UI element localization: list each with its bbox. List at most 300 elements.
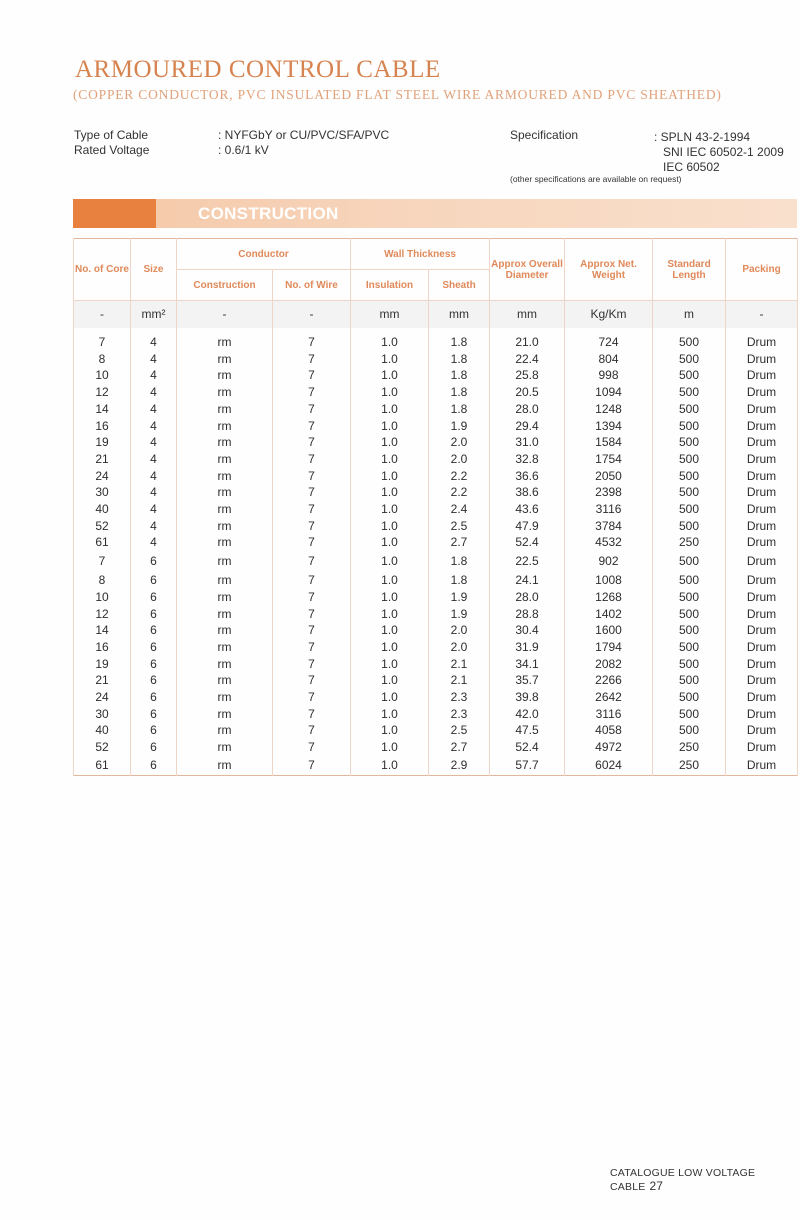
table-cell: rm xyxy=(177,401,273,418)
table-cell: 7 xyxy=(273,351,351,368)
table-cell: 1.0 xyxy=(351,451,429,468)
header-conductor: Conductor xyxy=(177,239,351,270)
table-cell: 6 xyxy=(131,722,177,739)
table-cell: Drum xyxy=(726,484,798,501)
table-cell: 28.8 xyxy=(490,606,565,623)
table-cell: 4 xyxy=(131,401,177,418)
table-cell: 2.2 xyxy=(429,484,490,501)
specification-label: Specification xyxy=(510,128,579,142)
table-cell: rm xyxy=(177,589,273,606)
table-cell: 10 xyxy=(74,367,131,384)
table-cell: 7 xyxy=(273,689,351,706)
table-cell: 1.0 xyxy=(351,622,429,639)
table-cell: 8 xyxy=(74,351,131,368)
table-cell: Drum xyxy=(726,756,798,776)
table-row xyxy=(74,756,798,776)
table-cell: 7 xyxy=(273,739,351,756)
table-cell: Drum xyxy=(726,351,798,368)
table-cell: 2.0 xyxy=(429,639,490,656)
construction-table xyxy=(73,238,798,776)
spec-values xyxy=(218,128,389,158)
table-cell: 7 xyxy=(273,501,351,518)
table-cell: Drum xyxy=(726,534,798,551)
table-cell: Drum xyxy=(726,572,798,589)
table-cell: 2.0 xyxy=(429,451,490,468)
table-cell: 3116 xyxy=(565,706,653,723)
table-row xyxy=(74,551,798,572)
table-cell: Drum xyxy=(726,606,798,623)
table-cell: 1.9 xyxy=(429,606,490,623)
table-cell: Drum xyxy=(726,384,798,401)
page-title: ARMOURED CONTROL CABLE xyxy=(75,56,441,83)
table-cell: 1.8 xyxy=(429,401,490,418)
table-cell: 1.8 xyxy=(429,551,490,572)
table-cell: 2.7 xyxy=(429,739,490,756)
table-cell: 7 xyxy=(273,434,351,451)
header-net-weight: Approx Net. Weight xyxy=(565,239,653,301)
table-cell: 500 xyxy=(653,606,726,623)
unit-cell: mm xyxy=(490,301,565,329)
table-cell: 7 xyxy=(273,706,351,723)
rated-voltage-label: Rated Voltage xyxy=(74,143,150,157)
table-cell: 12 xyxy=(74,384,131,401)
table-cell: 2082 xyxy=(565,656,653,673)
table-cell: Drum xyxy=(726,367,798,384)
table-cell: 4 xyxy=(131,418,177,435)
table-cell: 500 xyxy=(653,328,726,351)
table-cell: 2.3 xyxy=(429,706,490,723)
unit-cell: mm xyxy=(429,301,490,329)
table-cell: 28.0 xyxy=(490,401,565,418)
table-row xyxy=(74,739,798,756)
table-row xyxy=(74,672,798,689)
table-cell: 500 xyxy=(653,484,726,501)
header-packing: Packing xyxy=(726,239,798,301)
table-cell: 2398 xyxy=(565,484,653,501)
table-cell: 4 xyxy=(131,468,177,485)
table-cell: 7 xyxy=(273,606,351,623)
table-cell: 6 xyxy=(131,689,177,706)
table-row xyxy=(74,572,798,589)
table-cell: 2.4 xyxy=(429,501,490,518)
table-cell: 6 xyxy=(131,572,177,589)
table-cell: 1.0 xyxy=(351,551,429,572)
table-cell: 7 xyxy=(273,384,351,401)
table-cell: 6 xyxy=(131,606,177,623)
unit-cell: mm² xyxy=(131,301,177,329)
table-cell: 52.4 xyxy=(490,739,565,756)
table-cell: 724 xyxy=(565,328,653,351)
section-title: CONSTRUCTION xyxy=(198,204,339,223)
table-cell: 4 xyxy=(131,484,177,501)
unit-cell: - xyxy=(177,301,273,329)
table-row xyxy=(74,589,798,606)
table-row xyxy=(74,622,798,639)
table-cell: 7 xyxy=(273,551,351,572)
table-cell: 250 xyxy=(653,739,726,756)
table-cell: 43.6 xyxy=(490,501,565,518)
table-cell: rm xyxy=(177,656,273,673)
table-cell: 30 xyxy=(74,706,131,723)
table-cell: 2.1 xyxy=(429,672,490,689)
table-cell: rm xyxy=(177,468,273,485)
table-cell: 21 xyxy=(74,451,131,468)
table-cell: 16 xyxy=(74,418,131,435)
table-cell: 500 xyxy=(653,418,726,435)
table-cell: 22.5 xyxy=(490,551,565,572)
section-band-accent xyxy=(73,199,156,228)
specification-value-3: IEC 60502 xyxy=(663,160,720,174)
table-cell: 250 xyxy=(653,756,726,776)
table-row xyxy=(74,722,798,739)
header-standard-length: Standard Length xyxy=(653,239,726,301)
table-cell: 24 xyxy=(74,689,131,706)
table-cell: Drum xyxy=(726,451,798,468)
table-cell: 500 xyxy=(653,572,726,589)
table-cell: 28.0 xyxy=(490,589,565,606)
table-cell: 47.5 xyxy=(490,722,565,739)
table-cell: 7 xyxy=(273,451,351,468)
table-row xyxy=(74,418,798,435)
table-cell: Drum xyxy=(726,501,798,518)
table-cell: 29.4 xyxy=(490,418,565,435)
units-row xyxy=(74,301,798,329)
table-cell: Drum xyxy=(726,434,798,451)
table-header-row-1 xyxy=(74,239,798,270)
spec-labels xyxy=(74,128,149,158)
table-cell: 19 xyxy=(74,434,131,451)
table-cell: 1.8 xyxy=(429,328,490,351)
table-cell: 7 xyxy=(273,418,351,435)
table-cell: 998 xyxy=(565,367,653,384)
table-row xyxy=(74,351,798,368)
specification-value-2: SNI IEC 60502-1 2009 xyxy=(663,145,784,159)
table-cell: 40 xyxy=(74,501,131,518)
table-cell: 14 xyxy=(74,401,131,418)
table-cell: 39.8 xyxy=(490,689,565,706)
table-cell: 1.0 xyxy=(351,639,429,656)
table-cell: 12 xyxy=(74,606,131,623)
table-row xyxy=(74,518,798,535)
table-cell: 1248 xyxy=(565,401,653,418)
table-cell: 4 xyxy=(131,451,177,468)
table-cell: 3116 xyxy=(565,501,653,518)
table-cell: 7 xyxy=(273,572,351,589)
table-cell: Drum xyxy=(726,401,798,418)
table-cell: 24.1 xyxy=(490,572,565,589)
table-cell: rm xyxy=(177,722,273,739)
table-cell: rm xyxy=(177,639,273,656)
table-cell: 30 xyxy=(74,484,131,501)
table-cell: 500 xyxy=(653,722,726,739)
table-cell: 7 xyxy=(273,534,351,551)
table-cell: 38.6 xyxy=(490,484,565,501)
table-cell: 1.0 xyxy=(351,572,429,589)
table-cell: 1268 xyxy=(565,589,653,606)
table-cell: 31.0 xyxy=(490,434,565,451)
table-cell: 7 xyxy=(74,551,131,572)
header-no-of-core: No. of Core xyxy=(74,239,131,301)
table-cell: 47.9 xyxy=(490,518,565,535)
table-cell: rm xyxy=(177,328,273,351)
table-cell: rm xyxy=(177,606,273,623)
table-cell: 2.7 xyxy=(429,534,490,551)
table-cell: 6024 xyxy=(565,756,653,776)
table-cell: 500 xyxy=(653,384,726,401)
table-cell: 500 xyxy=(653,401,726,418)
table-cell: 6 xyxy=(131,589,177,606)
footer xyxy=(610,1167,800,1193)
table-cell: 1.0 xyxy=(351,384,429,401)
table-cell: rm xyxy=(177,484,273,501)
table-cell: 34.1 xyxy=(490,656,565,673)
table-cell: 20.5 xyxy=(490,384,565,401)
unit-cell: Kg/Km xyxy=(565,301,653,329)
table-cell: Drum xyxy=(726,672,798,689)
table-cell: 500 xyxy=(653,689,726,706)
table-cell: 2642 xyxy=(565,689,653,706)
specification-label-block xyxy=(510,128,578,143)
table-cell: 7 xyxy=(273,589,351,606)
table-cell: rm xyxy=(177,367,273,384)
header-construction: Construction xyxy=(177,270,273,301)
table-cell: Drum xyxy=(726,328,798,351)
section-band xyxy=(73,199,797,228)
table-cell: 1.8 xyxy=(429,384,490,401)
table-cell: 1.0 xyxy=(351,328,429,351)
table-cell: 24 xyxy=(74,468,131,485)
table-cell: 2.3 xyxy=(429,689,490,706)
table-cell: 1.0 xyxy=(351,722,429,739)
table-row xyxy=(74,656,798,673)
table-cell: 4058 xyxy=(565,722,653,739)
unit-cell: - xyxy=(74,301,131,329)
table-cell: 1.0 xyxy=(351,434,429,451)
table-cell: 4 xyxy=(131,501,177,518)
table-cell: 7 xyxy=(273,722,351,739)
table-cell: 500 xyxy=(653,639,726,656)
table-cell: 6 xyxy=(131,672,177,689)
table-cell: 500 xyxy=(653,351,726,368)
table-row xyxy=(74,384,798,401)
page-subtitle: (COPPER CONDUCTOR, PVC INSULATED FLAT STEEL WIRE ARMOURED AND PVC SHEATHED) xyxy=(73,87,722,102)
table-cell: rm xyxy=(177,418,273,435)
table-cell: 1.0 xyxy=(351,534,429,551)
type-of-cable-value: : NYFGbY or CU/PVC/SFA/PVC xyxy=(218,128,390,142)
header-wall-thickness: Wall Thickness xyxy=(351,239,490,270)
table-row xyxy=(74,606,798,623)
table-cell: 7 xyxy=(273,672,351,689)
table-row xyxy=(74,367,798,384)
table-cell: 7 xyxy=(273,622,351,639)
table-cell: 4 xyxy=(131,367,177,384)
table-cell: 32.8 xyxy=(490,451,565,468)
table-cell: rm xyxy=(177,451,273,468)
table-cell: rm xyxy=(177,739,273,756)
table-cell: 4 xyxy=(131,518,177,535)
table-cell: rm xyxy=(177,518,273,535)
table-cell: 2.5 xyxy=(429,722,490,739)
header-overall-diameter: Approx Overall Diameter xyxy=(490,239,565,301)
table-cell: 6 xyxy=(131,622,177,639)
table-cell: 1.9 xyxy=(429,589,490,606)
table-cell: 7 xyxy=(273,468,351,485)
header-sheath: Sheath xyxy=(429,270,490,301)
table-cell: 4 xyxy=(131,384,177,401)
table-cell: 1.0 xyxy=(351,706,429,723)
table-cell: 1008 xyxy=(565,572,653,589)
table-cell: 7 xyxy=(273,484,351,501)
table-cell: 6 xyxy=(131,739,177,756)
table-cell: 40 xyxy=(74,722,131,739)
table-cell: 7 xyxy=(273,518,351,535)
table-cell: 1.0 xyxy=(351,468,429,485)
table-cell: 1.0 xyxy=(351,484,429,501)
table-cell: Drum xyxy=(726,418,798,435)
table-cell: 4532 xyxy=(565,534,653,551)
specification-note: (other specifications are available on request) xyxy=(510,174,682,184)
page-number: 27 xyxy=(649,1179,664,1193)
table-cell: 21 xyxy=(74,672,131,689)
table-row xyxy=(74,501,798,518)
table-cell: 7 xyxy=(273,639,351,656)
table-cell: 16 xyxy=(74,639,131,656)
table-cell: 1.0 xyxy=(351,501,429,518)
table-cell: 1.0 xyxy=(351,367,429,384)
table-cell: Drum xyxy=(726,551,798,572)
table-cell: rm xyxy=(177,622,273,639)
specification-values xyxy=(654,130,784,175)
table-cell: 6 xyxy=(131,706,177,723)
table-row xyxy=(74,639,798,656)
table-cell: 35.7 xyxy=(490,672,565,689)
table-cell: Drum xyxy=(726,622,798,639)
table-cell: 500 xyxy=(653,434,726,451)
table-cell: 500 xyxy=(653,672,726,689)
table-cell: 500 xyxy=(653,451,726,468)
table-cell: Drum xyxy=(726,518,798,535)
table-cell: 500 xyxy=(653,518,726,535)
table-row xyxy=(74,689,798,706)
table-cell: rm xyxy=(177,534,273,551)
header-insulation: Insulation xyxy=(351,270,429,301)
table-cell: 1094 xyxy=(565,384,653,401)
specification-value-1: : SPLN 43-2-1994 xyxy=(654,130,751,144)
table-cell: 36.6 xyxy=(490,468,565,485)
table-cell: 7 xyxy=(273,401,351,418)
table-cell: 6 xyxy=(131,656,177,673)
table-cell: 14 xyxy=(74,622,131,639)
table-cell: 4 xyxy=(131,534,177,551)
table-cell: 2.9 xyxy=(429,756,490,776)
table-cell: 7 xyxy=(273,328,351,351)
table-cell: 500 xyxy=(653,589,726,606)
table-cell: 1.0 xyxy=(351,672,429,689)
table-cell: 1.0 xyxy=(351,589,429,606)
table-cell: rm xyxy=(177,501,273,518)
table-cell: rm xyxy=(177,351,273,368)
table-cell: 1.0 xyxy=(351,739,429,756)
table-row xyxy=(74,534,798,551)
table-cell: 250 xyxy=(653,534,726,551)
table-cell: 4 xyxy=(131,434,177,451)
table-cell: 500 xyxy=(653,656,726,673)
table-row xyxy=(74,468,798,485)
table-cell: 2266 xyxy=(565,672,653,689)
table-cell: 52.4 xyxy=(490,534,565,551)
table-cell: rm xyxy=(177,572,273,589)
table-cell: 2.5 xyxy=(429,518,490,535)
table-cell: 7 xyxy=(273,656,351,673)
table-row xyxy=(74,434,798,451)
table-cell: 2050 xyxy=(565,468,653,485)
table-cell: 52 xyxy=(74,518,131,535)
table-cell: 1.0 xyxy=(351,401,429,418)
table-cell: 1.8 xyxy=(429,367,490,384)
table-cell: 25.8 xyxy=(490,367,565,384)
header-size: Size xyxy=(131,239,177,301)
table-cell: 30.4 xyxy=(490,622,565,639)
table-cell: 31.9 xyxy=(490,639,565,656)
unit-cell: m xyxy=(653,301,726,329)
table-cell: 1.8 xyxy=(429,572,490,589)
table-cell: 500 xyxy=(653,367,726,384)
table-cell: rm xyxy=(177,434,273,451)
table-cell: 19 xyxy=(74,656,131,673)
table-cell: 2.0 xyxy=(429,622,490,639)
table-row xyxy=(74,328,798,351)
table-cell: rm xyxy=(177,689,273,706)
table-cell: 500 xyxy=(653,468,726,485)
table-cell: rm xyxy=(177,551,273,572)
table-cell: 4972 xyxy=(565,739,653,756)
table-cell: 6 xyxy=(131,551,177,572)
table-cell: 500 xyxy=(653,501,726,518)
table-cell: 1402 xyxy=(565,606,653,623)
table-cell: 7 xyxy=(74,328,131,351)
table-cell: Drum xyxy=(726,739,798,756)
table-cell: 4 xyxy=(131,328,177,351)
table-cell: 7 xyxy=(273,367,351,384)
table-cell: 6 xyxy=(131,639,177,656)
header-no-of-wire: No. of Wire xyxy=(273,270,351,301)
table-cell: 7 xyxy=(273,756,351,776)
table-cell: 1.0 xyxy=(351,656,429,673)
rated-voltage-value: : 0.6/1 kV xyxy=(218,143,269,157)
table-cell: 902 xyxy=(565,551,653,572)
table-cell: rm xyxy=(177,756,273,776)
table-cell: Drum xyxy=(726,639,798,656)
table-cell: 1.9 xyxy=(429,418,490,435)
table-cell: 1584 xyxy=(565,434,653,451)
unit-cell: - xyxy=(273,301,351,329)
table-cell: 1.0 xyxy=(351,689,429,706)
table-cell: 1.0 xyxy=(351,351,429,368)
table-row xyxy=(74,484,798,501)
unit-cell: mm xyxy=(351,301,429,329)
table-cell: rm xyxy=(177,384,273,401)
table-cell: 4 xyxy=(131,351,177,368)
table-cell: Drum xyxy=(726,689,798,706)
table-cell: 1600 xyxy=(565,622,653,639)
table-cell: 1.0 xyxy=(351,756,429,776)
table-cell: Drum xyxy=(726,589,798,606)
table-cell: 6 xyxy=(131,756,177,776)
table-cell: Drum xyxy=(726,656,798,673)
table-cell: 1.0 xyxy=(351,518,429,535)
table-body xyxy=(74,301,798,776)
table-cell: Drum xyxy=(726,706,798,723)
